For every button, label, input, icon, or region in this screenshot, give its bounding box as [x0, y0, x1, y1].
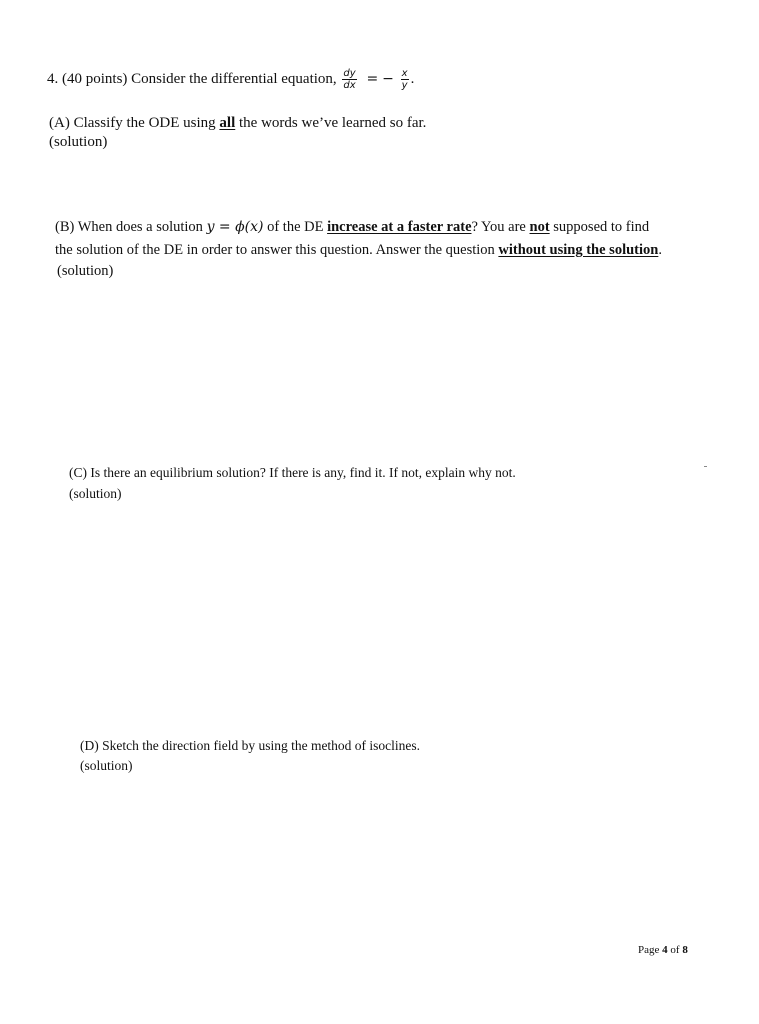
part-a-text-after: the words we’ve learned so far.	[239, 115, 427, 131]
question-header	[47, 68, 414, 91]
part-b-emphasis-without: without using the solution	[498, 242, 659, 258]
scan-speck	[704, 466, 707, 467]
page-total: 8	[682, 944, 688, 956]
solution-phi-expression: y = ϕ(x)	[206, 219, 264, 235]
part-b-solution: (solution)	[57, 263, 114, 279]
part-b-emphasis-not: not	[529, 219, 550, 235]
part-b-prompt-line-2	[55, 240, 662, 260]
equals-sign: =	[366, 70, 379, 87]
derivative-fraction	[342, 68, 356, 91]
rhs-fraction	[401, 68, 409, 91]
part-d-solution: (solution)	[80, 758, 133, 773]
part-b-line2-end: .	[658, 242, 662, 258]
part-b-line2-text: the solution of the DE in order to answer this question. Answer the question	[55, 242, 495, 258]
page-number	[638, 944, 688, 956]
page-of-label: of	[670, 944, 680, 956]
part-a-prompt	[49, 113, 426, 133]
part-b-prompt-line-1	[55, 217, 649, 237]
page-label: Page	[638, 944, 660, 956]
part-b-text-3: ? You are	[471, 219, 526, 235]
part-a-emphasis: all	[219, 115, 236, 131]
part-b-text-2: of the DE	[267, 219, 324, 235]
part-a-text-before: (A) Classify the ODE using	[49, 115, 216, 131]
rhs-denominator: y	[401, 80, 408, 91]
part-c-prompt: (C) Is there an equilibrium solution? If there is any, find it. If not, explain why not.	[69, 465, 516, 480]
derivative-denominator: dx	[343, 80, 356, 91]
part-b-text-1: (B) When does a solution	[55, 219, 203, 235]
minus-sign: −	[382, 70, 394, 87]
part-b-text-4: supposed to find	[553, 219, 650, 235]
part-b-emphasis-rate: increase at a faster rate	[327, 219, 472, 235]
part-d-prompt: (D) Sketch the direction field by using the method of isoclines.	[80, 738, 421, 753]
derivative-numerator: dy	[343, 68, 356, 79]
rhs-numerator: x	[401, 68, 408, 79]
part-a-solution: (solution)	[49, 134, 108, 150]
question-intro: 4. (40 points) Consider the differential equation,	[47, 70, 337, 87]
part-c-solution: (solution)	[69, 486, 122, 501]
page-current: 4	[662, 944, 668, 956]
equation-period: .	[410, 70, 415, 87]
